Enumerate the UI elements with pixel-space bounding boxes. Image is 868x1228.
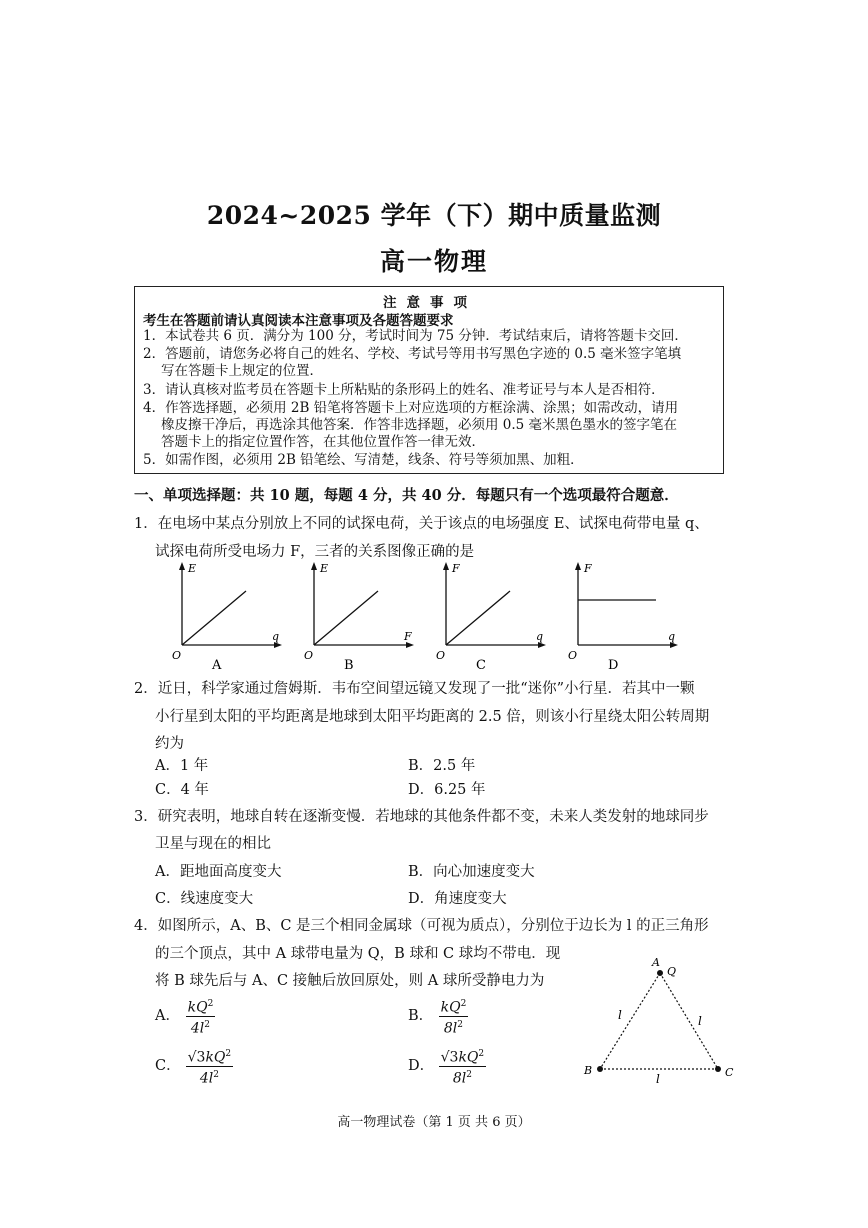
q2-line1: 2．近日，科学家通过詹姆斯．韦布空间望远镜又发现了一批“迷你”小行星．若其中一颗 <box>134 681 695 697</box>
notice-item-4-cont2: 答题卡上的指定位置作答，在其他位置作答一律无效． <box>161 434 485 450</box>
q2-option-b: B．2.5 年 <box>408 758 476 774</box>
label-side-bottom: l <box>656 1072 660 1085</box>
q2-line2: 小行星到太阳的平均距离是地球到太阳平均距离的 2.5 倍，则该小行星绕太阳公转周期 <box>155 709 710 725</box>
notice-title: 注意事项 <box>383 295 477 311</box>
graph-b-x-label: F <box>404 630 412 643</box>
q4-option-c-num: kQ <box>205 1049 226 1066</box>
graph-d-x-label: q <box>668 630 676 643</box>
q3-option-c: C．线速度变大 <box>155 891 254 907</box>
graph-b-y-label: E <box>320 562 329 575</box>
graph-b-caption: B <box>344 658 354 673</box>
q4-option-d <box>408 1046 486 1086</box>
graph-a-y-arrow <box>179 562 185 570</box>
label-q: Q <box>667 965 677 978</box>
graph-c-line <box>446 591 510 645</box>
notice-item-1: 1．本试卷共 6 页．满分为 100 分，考试时间为 75 分钟．考试结束后，请将答题卡交回． <box>143 328 688 344</box>
graph-b-y-arrow <box>311 562 317 570</box>
q1-graphs <box>165 560 705 678</box>
graph-c-x-label: q <box>536 630 544 643</box>
q4-line1: 4．如图所示，A、B、C 是三个相同金属球（可视为质点），分别位于边长为 l 的正三角形 <box>134 918 709 934</box>
q4-option-b-den-sup: 2 <box>457 1019 464 1030</box>
q2-option-a: A．1 年 <box>155 758 209 774</box>
q4-option-a-label: A． <box>155 1008 180 1025</box>
graph-a-x-label: q <box>272 630 280 643</box>
point-a <box>657 970 663 976</box>
exam-title: 2024~2025 学年（下）期中质量监测 <box>206 201 662 230</box>
graph-a-y-label: E <box>188 562 197 575</box>
q4-option-d-num-sup: 2 <box>478 1049 485 1059</box>
q4-option-a-num-sup: 2 <box>207 999 214 1009</box>
q1-line1: 1．在电场中某点分别放上不同的试探电荷，关于该点的电场强度 E、试探电荷带电量 q、 <box>134 516 709 532</box>
graph-a-line <box>182 591 246 645</box>
graph-d-caption: D <box>608 658 619 673</box>
q4-option-b-fraction <box>439 996 469 1036</box>
q4-option-c <box>155 1046 233 1086</box>
q4-line3: 将 B 球先后与 A、C 接触后放回原处，则 A 球所受静电力为 <box>155 973 545 989</box>
q4-option-d-den: 8l <box>452 1070 467 1087</box>
label-side-left: l <box>618 1008 622 1022</box>
q4-option-b-den: 8l <box>443 1020 458 1037</box>
q4-option-d-num: kQ <box>458 1049 479 1066</box>
graph-c-y-arrow <box>443 562 449 570</box>
graph-c-y-label: F <box>452 562 460 575</box>
q4-option-a <box>155 996 215 1036</box>
q4-option-b-num: kQ <box>440 999 461 1016</box>
graph-a-origin: O <box>172 649 182 662</box>
q4-option-c-fraction <box>186 1046 234 1086</box>
q4-option-a-fraction <box>186 996 216 1036</box>
q4-option-c-coef: √3 <box>187 1049 206 1066</box>
notice-item-2: 2．答题前，请您务必将自己的姓名、学校、考试号等用书写黑色字迹的 0.5 毫米签字笔填 <box>143 346 682 362</box>
q4-line2: 的三个顶点，其中 A 球带电量为 Q，B 球和 C 球均不带电．现 <box>155 946 561 962</box>
q1-line2: 试探电荷所受电场力 F，三者的关系图像正确的是 <box>155 544 475 560</box>
notice-box <box>134 286 724 474</box>
q4-option-a-num: kQ <box>187 999 208 1016</box>
q4-triangle-figure <box>578 955 743 1085</box>
graph-b-line <box>314 591 378 645</box>
graph-a-caption: A <box>212 658 222 673</box>
graph-c-origin: O <box>436 649 446 662</box>
q2-option-d: D．6.25 年 <box>408 782 486 798</box>
graph-d-y-arrow <box>575 562 581 570</box>
q4-option-c-den: 4l <box>199 1070 214 1087</box>
notice-lead: 考生在答题前请认真阅读本注意事项及各题答题要求 <box>143 313 454 329</box>
q4-option-d-den-sup: 2 <box>466 1069 472 1080</box>
q4-option-d-label: D． <box>408 1058 435 1075</box>
triangle-side-ac <box>660 973 718 1069</box>
graph-c-caption: C <box>476 658 486 673</box>
page-footer: 高一物理试卷（第 1 页 共 6 页） <box>337 1115 531 1130</box>
q4-option-b-num-sup: 2 <box>460 999 467 1009</box>
q4-option-b-label: B． <box>408 1008 434 1025</box>
label-b: B <box>584 1064 593 1077</box>
notice-item-3: 3．请认真核对监考员在答题卡上所粘贴的条形码上的姓名、准考证号与本人是否相符． <box>143 382 665 398</box>
q2-option-c: C．4 年 <box>155 782 209 798</box>
q3-option-a: A．距地面高度变大 <box>155 864 282 880</box>
q4-option-c-den-sup: 2 <box>213 1069 219 1080</box>
label-a: A <box>652 956 660 969</box>
q4-option-d-coef: √3 <box>440 1049 459 1066</box>
notice-item-5: 5．如需作图，必须用 2B 铅笔绘、写清楚，线条、符号等须加黑、加粗． <box>143 452 584 468</box>
exam-subject: 高一物理 <box>379 247 488 276</box>
notice-item-4-cont1: 橡皮擦干净后，再选涂其他答案．作答非选择题，必须用 0.5 毫米黑色墨水的签字笔在 <box>161 417 678 433</box>
q4-option-b <box>408 996 468 1036</box>
graph-d-origin: O <box>568 649 578 662</box>
q4-option-c-num-sup: 2 <box>225 1049 232 1059</box>
q3-option-b: B．向心加速度变大 <box>408 864 535 880</box>
point-b <box>597 1066 603 1072</box>
q4-option-d-fraction <box>439 1046 487 1086</box>
triangle-side-ab <box>600 973 660 1069</box>
label-c: C <box>725 1066 734 1079</box>
graph-b-origin: O <box>304 649 314 662</box>
q4-option-a-den: 4l <box>190 1020 205 1037</box>
q3-line2: 卫星与现在的相比 <box>155 836 271 852</box>
q4-option-a-den-sup: 2 <box>204 1019 211 1030</box>
label-side-right: l <box>698 1014 702 1028</box>
section-heading: 一、单项选择题：共 10 题，每题 4 分，共 40 分．每题只有一个选项最符合题意． <box>134 487 679 504</box>
notice-item-4: 4．作答选择题，必须用 2B 铅笔将答题卡上对应选项的方框涂满、涂黑；如需改动，请用 <box>143 400 679 416</box>
q3-line1: 3．研究表明，地球自转在逐渐变慢．若地球的其他条件都不变，未来人类发射的地球同步 <box>134 809 709 825</box>
q3-option-d: D．角速度变大 <box>408 891 507 907</box>
notice-item-2-cont: 写在答题卡上规定的位置． <box>161 363 323 379</box>
point-c <box>715 1066 721 1072</box>
q2-line3: 约为 <box>155 736 184 752</box>
graph-d-y-label: F <box>584 562 592 575</box>
q4-option-c-label: C． <box>155 1058 181 1075</box>
